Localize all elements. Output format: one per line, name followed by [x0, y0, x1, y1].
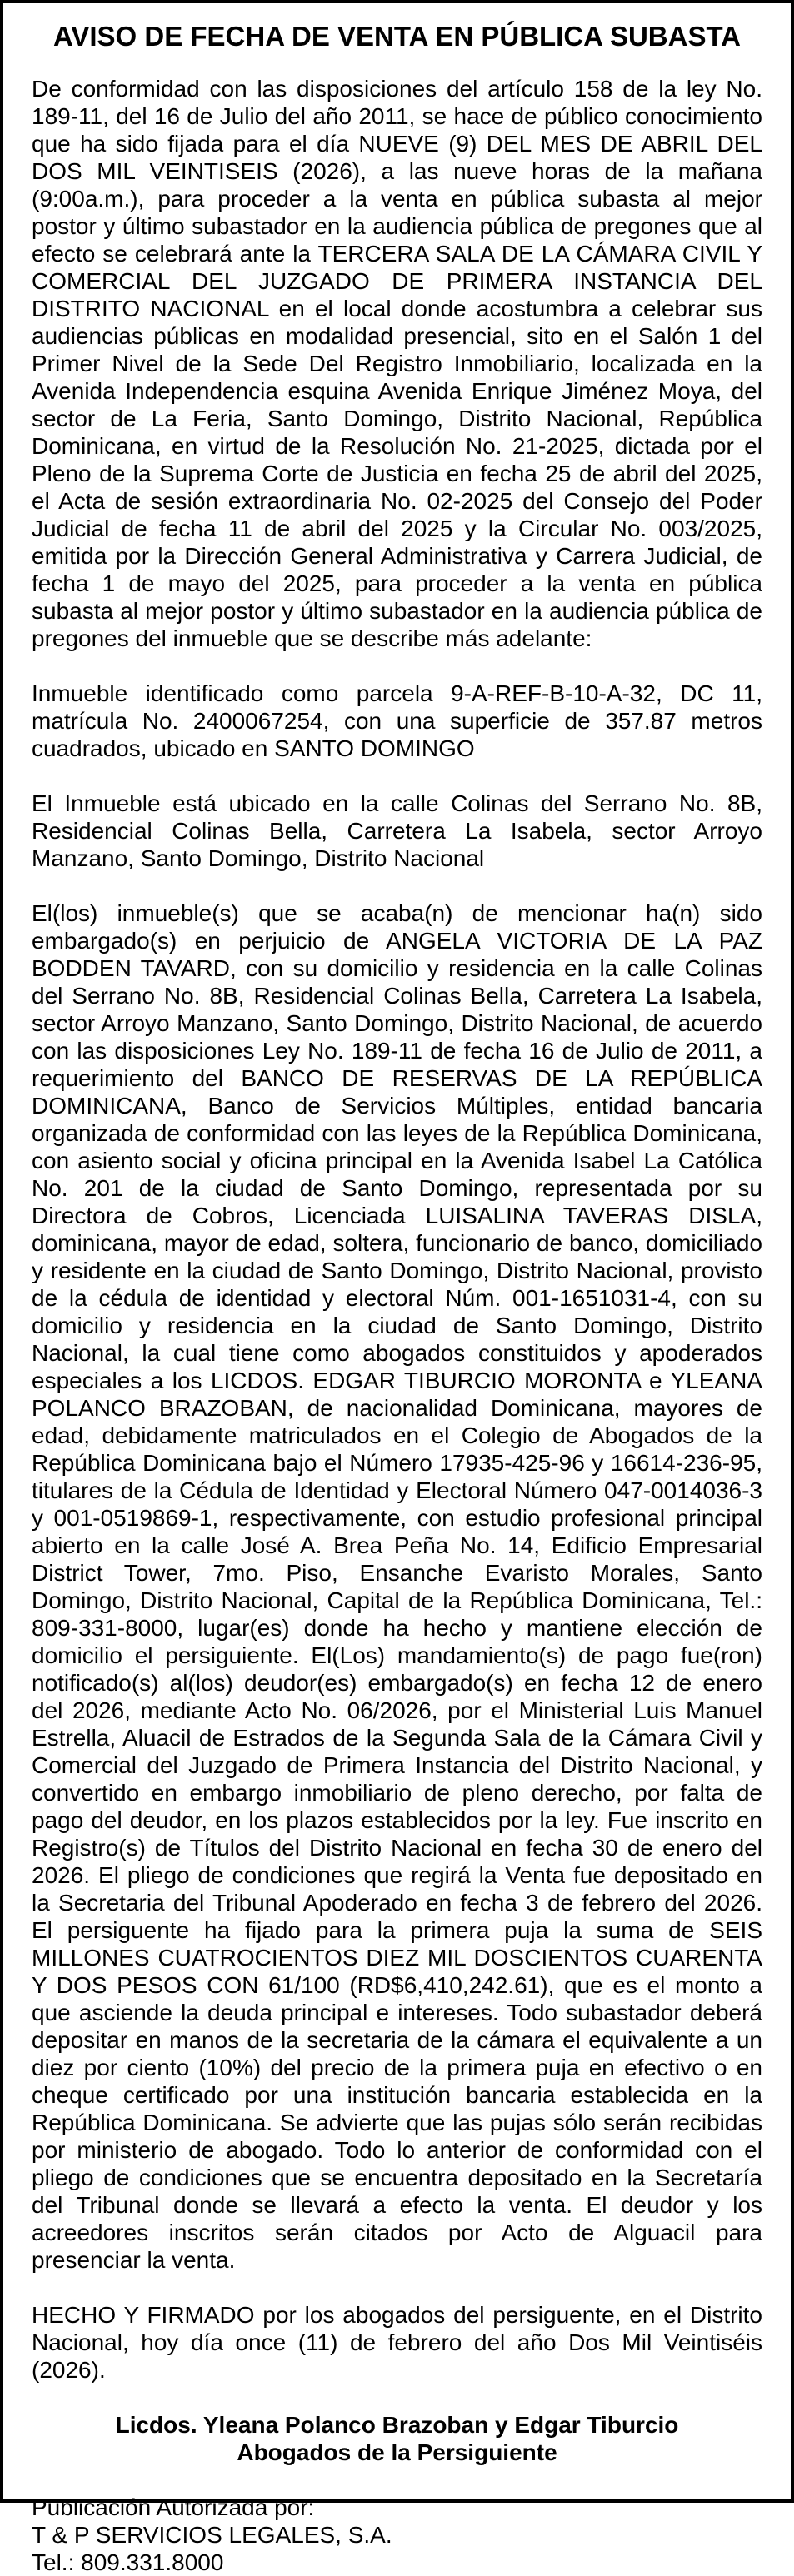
signature-names: Licdos. Yleana Polanco Brazoban y Edgar Tiburcio [115, 2412, 679, 2438]
footer-phone: Tel.: 809.331.8000 [32, 2549, 224, 2575]
paragraph-property-location: El Inmueble está ubicado en la calle Colinas del Serrano No. 8B, Residencial Colinas Bella, Carretera La Isabela, sector Arroyo Manzano, Santo Domingo, Distrito Nacional [32, 790, 762, 871]
paragraph-seizure-details: El(los) inmueble(s) que se acaba(n) de mencionar ha(n) sido embargado(s) en perjuicio de ANGELA VICTORIA DE LA PAZ BODDEN TAVARD, con su domicilio y residencia en la calle Colinas del Serrano No. 8B, Residencial Colinas Bella, Carretera La Isabela, sector Arroyo Manzano, Santo Domingo, Distrito Nacional, de acuerdo con las disposiciones Ley No. 189-11 de fecha 16 de Julio de 2011, a requerimiento del BANCO DE RESERVAS DE LA REPÚBLICA DOMINICANA, Banco de Servicios Múltiples, entidad bancaria organizada de conformidad con las leyes de la República Dominicana, con asiento social y oficina principal en la Avenida Isabel La Católica No. 201 de la ciudad de Santo Domingo, representada por su Directora de Cobros, Licenciada LUISALINA TAVERAS DISLA, dominicana, mayor de edad, soltera, funcionario de banco, domiciliado y residente en la ciudad de Santo Domingo, Distrito Nacional, provisto de la cédula de identidad y electoral Núm. 001-1651031-4, con su domicilio y residencia en la ciudad de Santo Domingo, Distrito Nacional, la cual tiene como abogados constituidos y apoderados especiales a los LICDOS. EDGAR TIBURCIO MORONTA e YLEANA POLANCO BRAZOBAN, de nacionalidad Dominicana, mayores de edad, debidamente matriculados en el Colegio de Abogados de la República Dominicana bajo el Número 17935-425-96 y 16614-236-95, titulares de la Cédula de Identidad y Electoral Número 047-0014036-3 y 001-0519869-1, respectivamente, con estudio profesional principal abierto en la calle José A. Brea Peña No. 14, Edificio Empresarial District Tower, 7mo. Piso, Ensanche Evaristo Morales, Santo Domingo, Distrito Nacional, Capital de la República Dominicana, Tel.: 809-331-8000, lugar(es) donde ha hecho y mantiene elección de domicilio el persiguiente. El(Los) mandamiento(s) de pago fue(ron) notificado(s) al(los) deudor(es) embargado(s) en fecha 12 de enero del 2026, mediante Acto No. 06/2026, por el Ministerial Luis Manuel Estrella, Aluacil de Estrados de la Segunda Sala de la Cámara Civil y Comercial del Juzgado de Primera Instancia del Distrito Nacional, y convertido en embargo inmobiliario de pleno derecho, por falta de pago del deudor, en los plazos establecidos por la ley. Fue inscrito en Registro(s) de Títulos del Distrito Nacional en fecha 30 de enero del 2026. El pliego de condiciones que regirá la Venta fue depositado en la Secretaria del Tribunal Apoderado en fecha 3 de febrero del 2026. El persiguente ha fijado para la primera puja la suma de SEIS MILLONES CUATROCIENTOS DIEZ MIL DOSCIENTOS CUARENTA Y DOS PESOS CON 61/100 (RD$6,410,242.61), que es el monto a que asciende la deuda principal e intereses. Todo subastador deberá depositar en manos de la secretaria de la cámara el equivalente a un diez por ciento (10%) del precio de la primera puja en efectivo o en cheque certificado por una institución bancaria establecida en la República Dominicana. Se advierte que las pujas sólo serán recibidas por ministerio de abogado. Todo lo anterior de conformidad con el pliego de condiciones que se encuentra depositado en la Secretaría del Tribunal donde se llevará a efecto la venta. El deudor y los acreedores inscritos serán citados por Acto de Alguacil para presenciar la venta. [32, 900, 762, 2273]
publication-footer [32, 2494, 762, 2576]
paragraph-signed: HECHO Y FIRMADO por los abogados del persiguente, en el Distrito Nacional, hoy día once (11) de febrero del año Dos Mil Veintiséis (2026). [32, 2302, 762, 2383]
paragraph-auction-date: De conformidad con las disposiciones del artículo 158 de la ley No. 189-11, del 16 de Julio del año 2011, se hace de público conocimiento que ha sido fijada para el día NUEVE (9) DEL MES DE ABRIL DEL DOS MIL VEINTISEIS (2026), a las nueve horas de la mañana (9:00a.m.), para proceder a la venta en pública subasta al mejor postor y último subastador en la audiencia pública de pregones que al efecto se celebrará ante la TERCERA SALA DE LA CÁMARA CIVIL Y COMERCIAL DEL JUZGADO DE PRIMERA INSTANCIA DEL DISTRITO NACIONAL en el local donde acostumbra a celebrar sus audiencias públicas en modalidad presencial, sito en el Salón 1 del Primer Nivel de la Sede Del Registro Inmobiliario, localizada en la Avenida Independencia esquina Avenida Enrique Jiménez Moya, del sector de La Feria, Santo Domingo, Distrito Nacional, República Dominicana, en virtud de la Resolución No. 21-2025, dictada por el Pleno de la Suprema Corte de Justicia en fecha 25 de abril del 2025, el Acta de sesión extraordinaria No. 02-2025 del Consejo del Poder Judicial de fecha 11 de abril del 2025 y la Circular No. 003/2025, emitida por la Dirección General Administrativa y Carrera Judicial, de fecha 1 de mayo del 2025, para proceder a la venta en pública subasta al mejor postor y último subastador en la audiencia pública de pregones del inmueble que se describe más adelante: [32, 76, 762, 651]
footer-company: T & P SERVICIOS LEGALES, S.A. [32, 2522, 392, 2548]
notice-title: AVISO DE FECHA DE VENTA EN PÚBLICA SUBASTA [52, 21, 742, 52]
paragraph-property-id: Inmueble identificado como parcela 9-A-REF-B-10-A-32, DC 11, matrícula No. 2400067254, con una superficie de 357.87 metros cuadrados, ubicado en SANTO DOMINGO [32, 680, 762, 761]
footer-authorized-by: Publicación Autorizada por: [32, 2494, 315, 2520]
signature-block [32, 2411, 762, 2466]
signature-role: Abogados de la Persiguiente [237, 2439, 557, 2465]
